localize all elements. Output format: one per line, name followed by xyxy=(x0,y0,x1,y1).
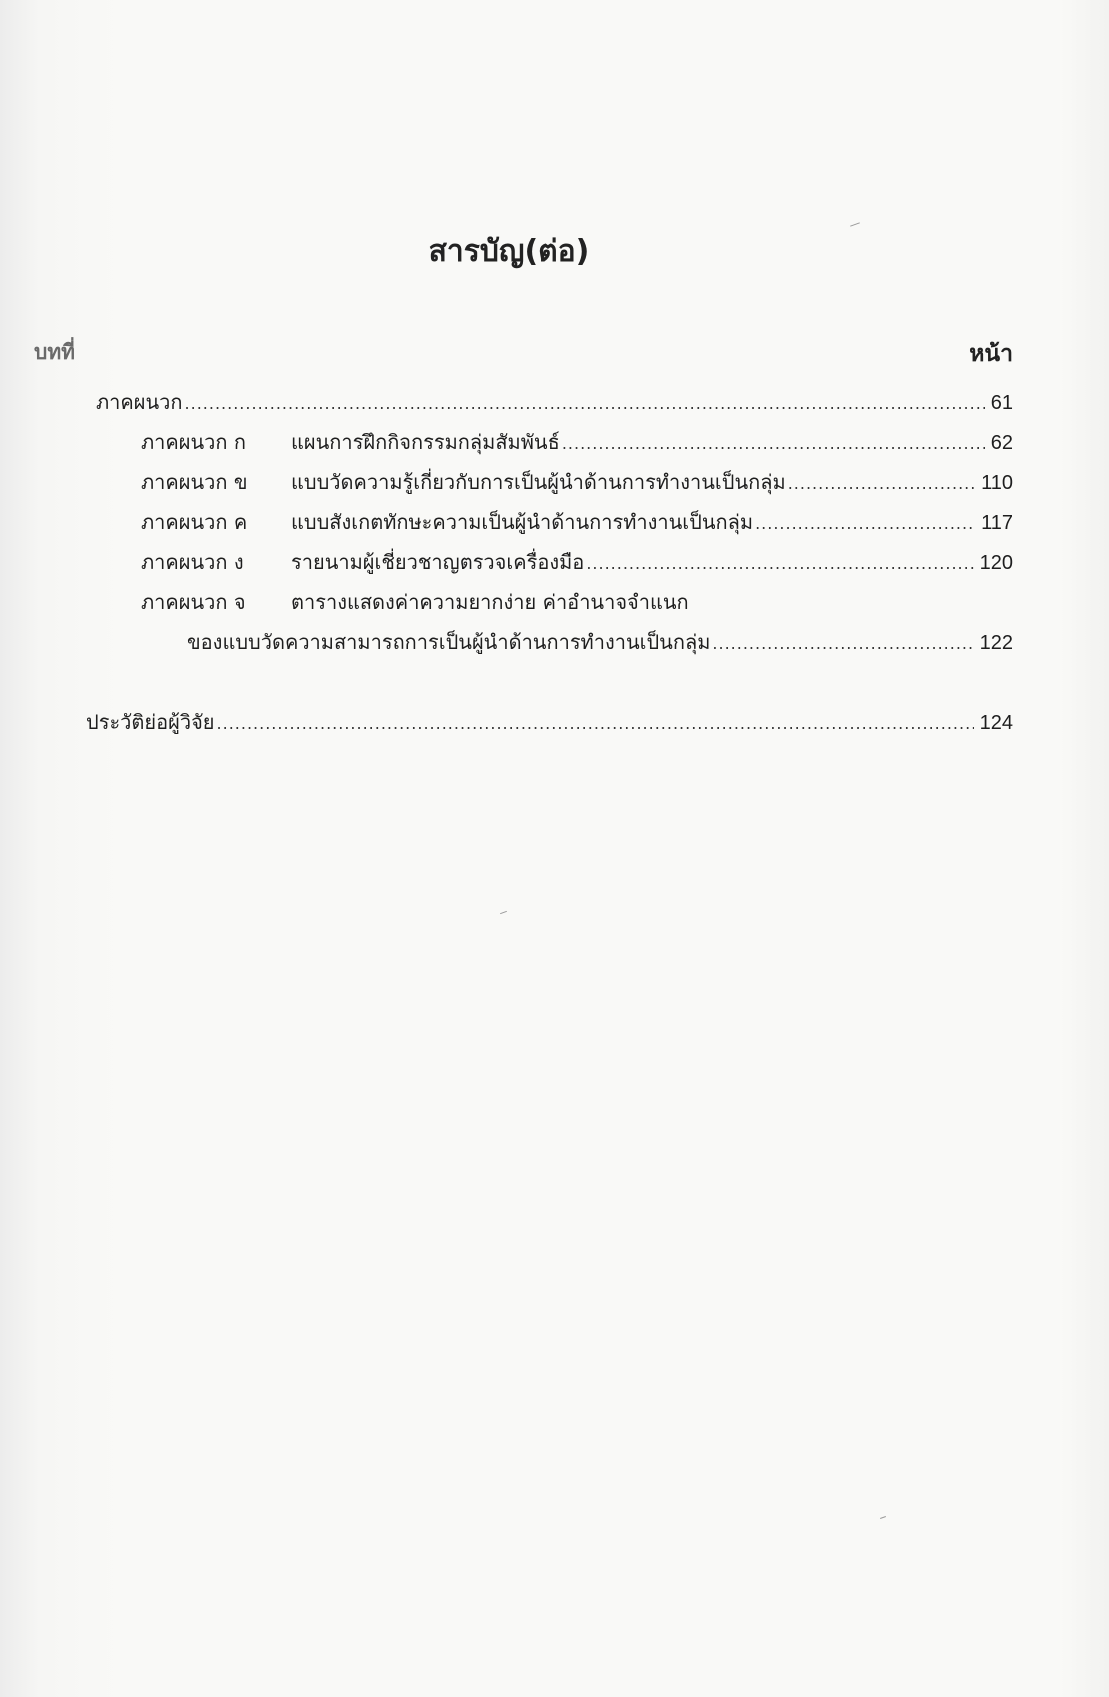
toc-entry-label: แบบสังเกตทักษะความเป็นผู้นำด้านการทำงานเป็นกลุ่ม xyxy=(291,510,754,534)
toc-entry-appendix-b xyxy=(141,468,1013,498)
scan-speck xyxy=(500,911,507,914)
toc-entry-label: แผนการฝึกกิจกรรมกลุ่มสัมพันธ์ xyxy=(291,430,560,454)
toc-entry-page: 124 xyxy=(979,712,1013,734)
toc-leader-dots xyxy=(788,470,975,498)
toc-leader-dots xyxy=(755,510,975,538)
toc-entry-label: รายนามผู้เชี่ยวชาญตรวจเครื่องมือ xyxy=(291,550,585,574)
toc-entry-prefix: ภาคผนวก จ xyxy=(141,590,246,614)
scan-speck xyxy=(880,1516,886,1519)
toc-entry-page: 61 xyxy=(990,392,1013,414)
toc-entry-prefix: ภาคผนวก ง xyxy=(141,550,244,574)
toc-leader-dots xyxy=(562,430,985,458)
toc-entry-prefix: ภาคผนวก ก xyxy=(141,430,246,454)
toc-entry-appendix-a xyxy=(141,428,1013,458)
chapter-column-header: บทที่ xyxy=(34,340,76,364)
toc-entry-prefix: ภาคผนวก ข xyxy=(141,470,248,494)
toc-entry-page: 110 xyxy=(981,472,1013,494)
toc-entry-biography xyxy=(86,708,1013,738)
toc-entry-appendix-e xyxy=(141,588,1013,616)
toc-entry-appendix xyxy=(96,388,1013,418)
toc-entry-page: 120 xyxy=(979,552,1013,574)
toc-entry-prefix: ภาคผนวก ค xyxy=(141,510,248,534)
toc-entry-label: แบบวัดความรู้เกี่ยวกับการเป็นผู้นำด้านการทำงานเป็นกลุ่ม xyxy=(291,470,786,494)
page-column-header: หน้า xyxy=(969,341,1013,367)
page-title: สารบัญ(ต่อ) xyxy=(428,234,590,269)
toc-leader-dots xyxy=(185,390,985,418)
toc-entry-appendix-d xyxy=(141,548,1013,578)
toc-entry-appendix-e-continued xyxy=(187,628,1013,658)
toc-entry-appendix-c xyxy=(141,508,1013,538)
toc-entry-page: 117 xyxy=(981,512,1013,534)
toc-entry-label: ประวัติย่อผู้วิจัย xyxy=(86,710,215,734)
toc-entry-page: 122 xyxy=(979,632,1013,654)
toc-leader-dots xyxy=(217,710,974,738)
toc-entry-label: ภาคผนวก xyxy=(96,390,183,414)
toc-entry-label: ของแบบวัดความสามารถการเป็นผู้นำด้านการทำงานเป็นกลุ่ม xyxy=(187,630,711,654)
toc-entry-page: 62 xyxy=(990,432,1013,454)
scan-speck xyxy=(850,222,860,226)
toc-leader-dots xyxy=(586,550,973,578)
toc-entry-label: ตารางแสดงค่าความยากง่าย ค่าอำนาจจำแนก xyxy=(291,590,689,614)
toc-leader-dots xyxy=(712,630,973,658)
